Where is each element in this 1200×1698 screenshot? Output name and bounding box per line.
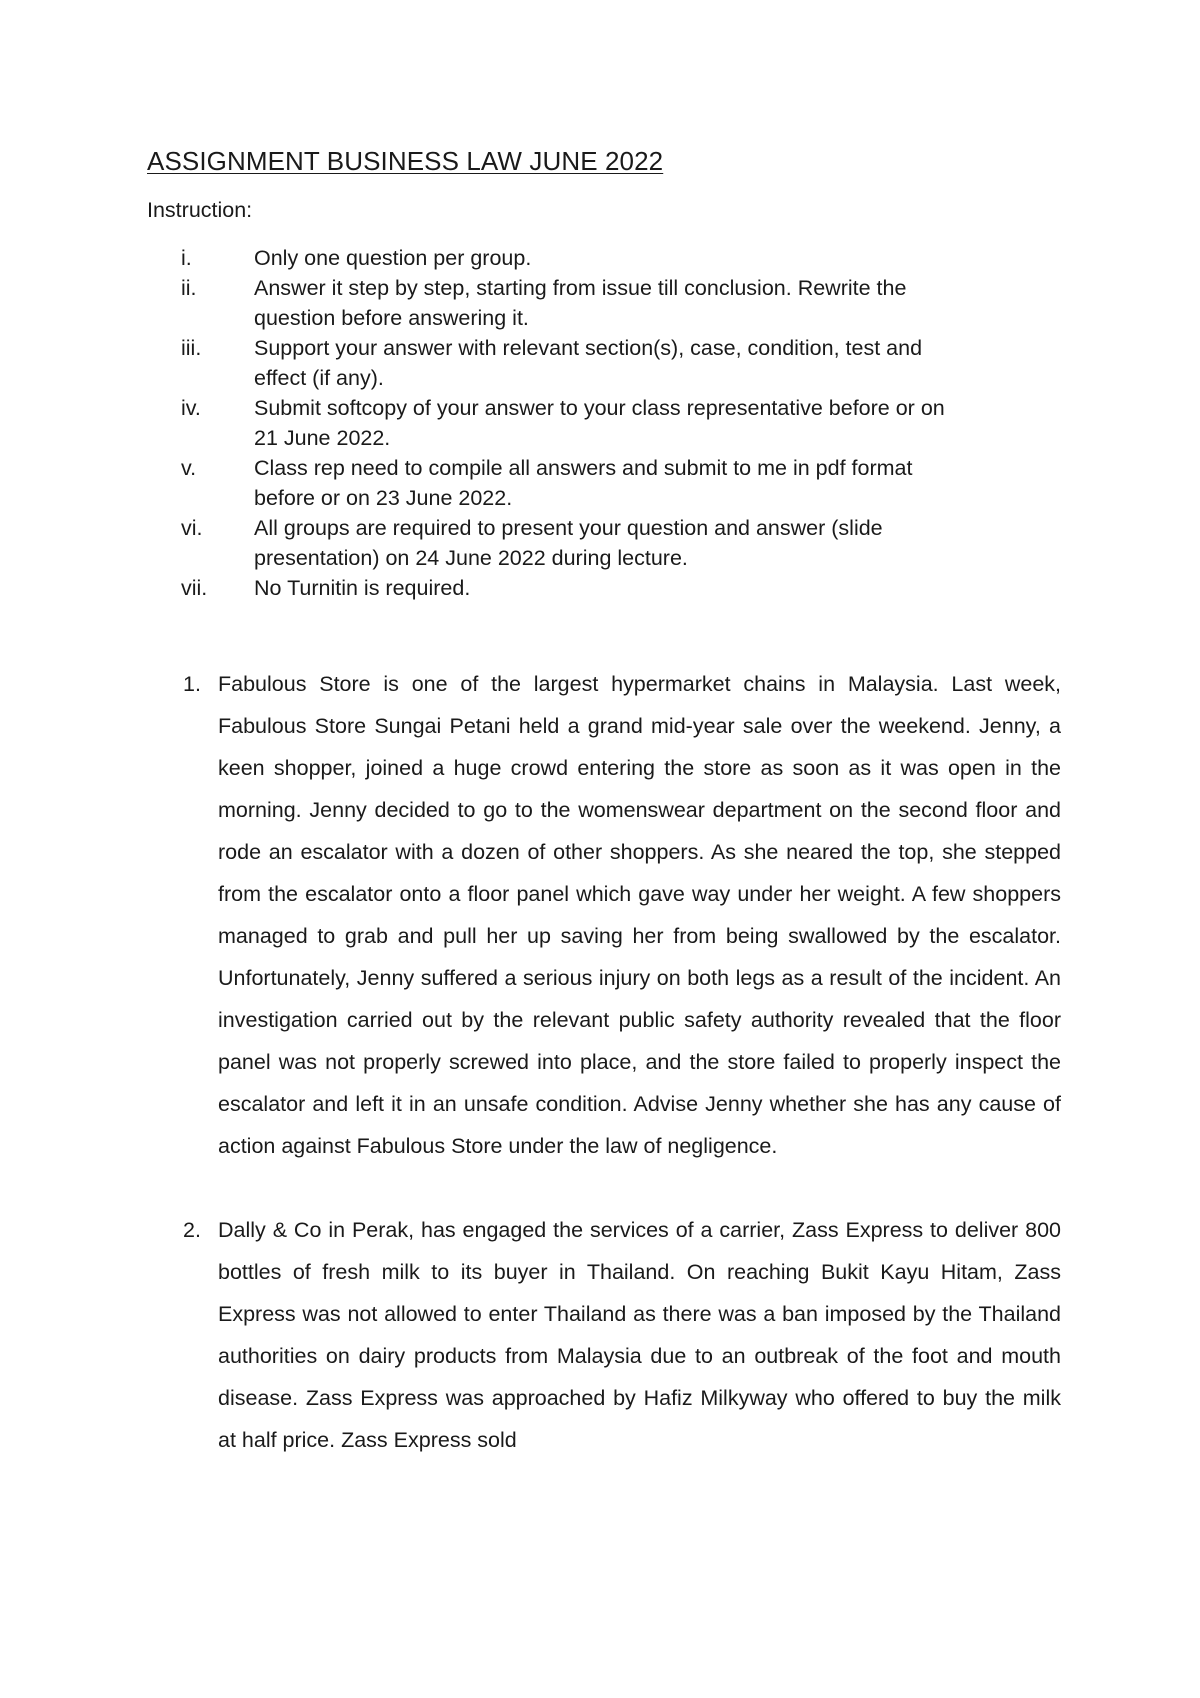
instruction-item [147,573,1047,603]
document-title: ASSIGNMENT BUSINESS LAW JUNE 2022 [147,146,664,176]
instruction-text [254,453,1047,513]
question-number: 1. [183,672,201,696]
question-number: 2. [183,1218,201,1242]
instruction-line: Support your answer with relevant section(s), case, condition, test and [254,336,923,360]
question-item [147,1209,1062,1461]
instruction-label: Instruction: [147,198,253,222]
instruction-item [147,453,1047,513]
question-item [147,663,1062,1167]
instruction-line: Only one question per group. [254,246,532,270]
instruction-text [254,333,1047,393]
instruction-line: question before answering it. [254,306,529,330]
instruction-number: i. [181,246,192,270]
instruction-line: presentation) on 24 June 2022 during lecture. [254,546,688,570]
instruction-line: Class rep need to compile all answers and submit to me in pdf format [254,456,913,480]
question-list [147,663,1062,1503]
instruction-line: Answer it step by step, starting from issue till conclusion. Rewrite the [254,276,907,300]
instruction-list [147,243,1047,603]
instruction-line: effect (if any). [254,366,384,390]
question-text: Dally & Co in Perak, has engaged the services of a carrier, Zass Express to deliver 800 bottles of fresh milk to its buyer in Thailand. On reaching Bukit Kayu Hitam, Zass Express was not allowed to enter Thailand as there was a ban imposed by the Thailand authorities on dairy products from Malaysia due to an outbreak of the foot and mouth disease. Zass Express was approached by Hafiz Milkyway who offered to buy the milk at half price. Zass Express sold [218,1218,1061,1452]
instruction-number: iii. [181,336,202,360]
instruction-line: No Turnitin is required. [254,576,471,600]
instruction-number: v. [181,456,197,480]
instruction-item [147,333,1047,393]
instruction-text [254,273,1047,333]
instruction-item [147,513,1047,573]
question-text: Fabulous Store is one of the largest hypermarket chains in Malaysia. Last week, Fabulous Store Sungai Petani held a grand mid-year sale over the weekend. Jenny, a keen shopper, joined a huge crowd entering the store as soon as it was open in the morning. Jenny decided to go to the womenswear department on the second floor and rode an escalator with a dozen of other shoppers. As she neared the top, she stepped from the escalator onto a floor panel which gave way under her weight. A few shoppers managed to grab and pull her up saving her from being swallowed by the escalator. Unfortunately, Jenny suffered a serious injury on both legs as a result of the incident. An investigation carried out by the relevant public safety authority revealed that the floor panel was not properly screwed into place, and the store failed to properly inspect the escalator and left it in an unsafe condition. Advise Jenny whether she has any cause of action against Fabulous Store under the law of negligence. [218,672,1061,1158]
instruction-item [147,393,1047,453]
instruction-line: Submit softcopy of your answer to your class representative before or on [254,396,945,420]
instruction-item [147,243,1047,273]
instruction-text [254,393,1047,453]
instruction-text [254,573,1047,603]
instruction-line: All groups are required to present your question and answer (slide [254,516,883,540]
instruction-number: iv. [181,396,201,420]
instruction-line: 21 June 2022. [254,426,391,450]
instruction-text [254,243,1047,273]
instruction-text [254,513,1047,573]
instruction-number: ii. [181,276,197,300]
instruction-number: vi. [181,516,203,540]
instruction-number: vii. [181,576,208,600]
instruction-item [147,273,1047,333]
instruction-line: before or on 23 June 2022. [254,486,513,510]
